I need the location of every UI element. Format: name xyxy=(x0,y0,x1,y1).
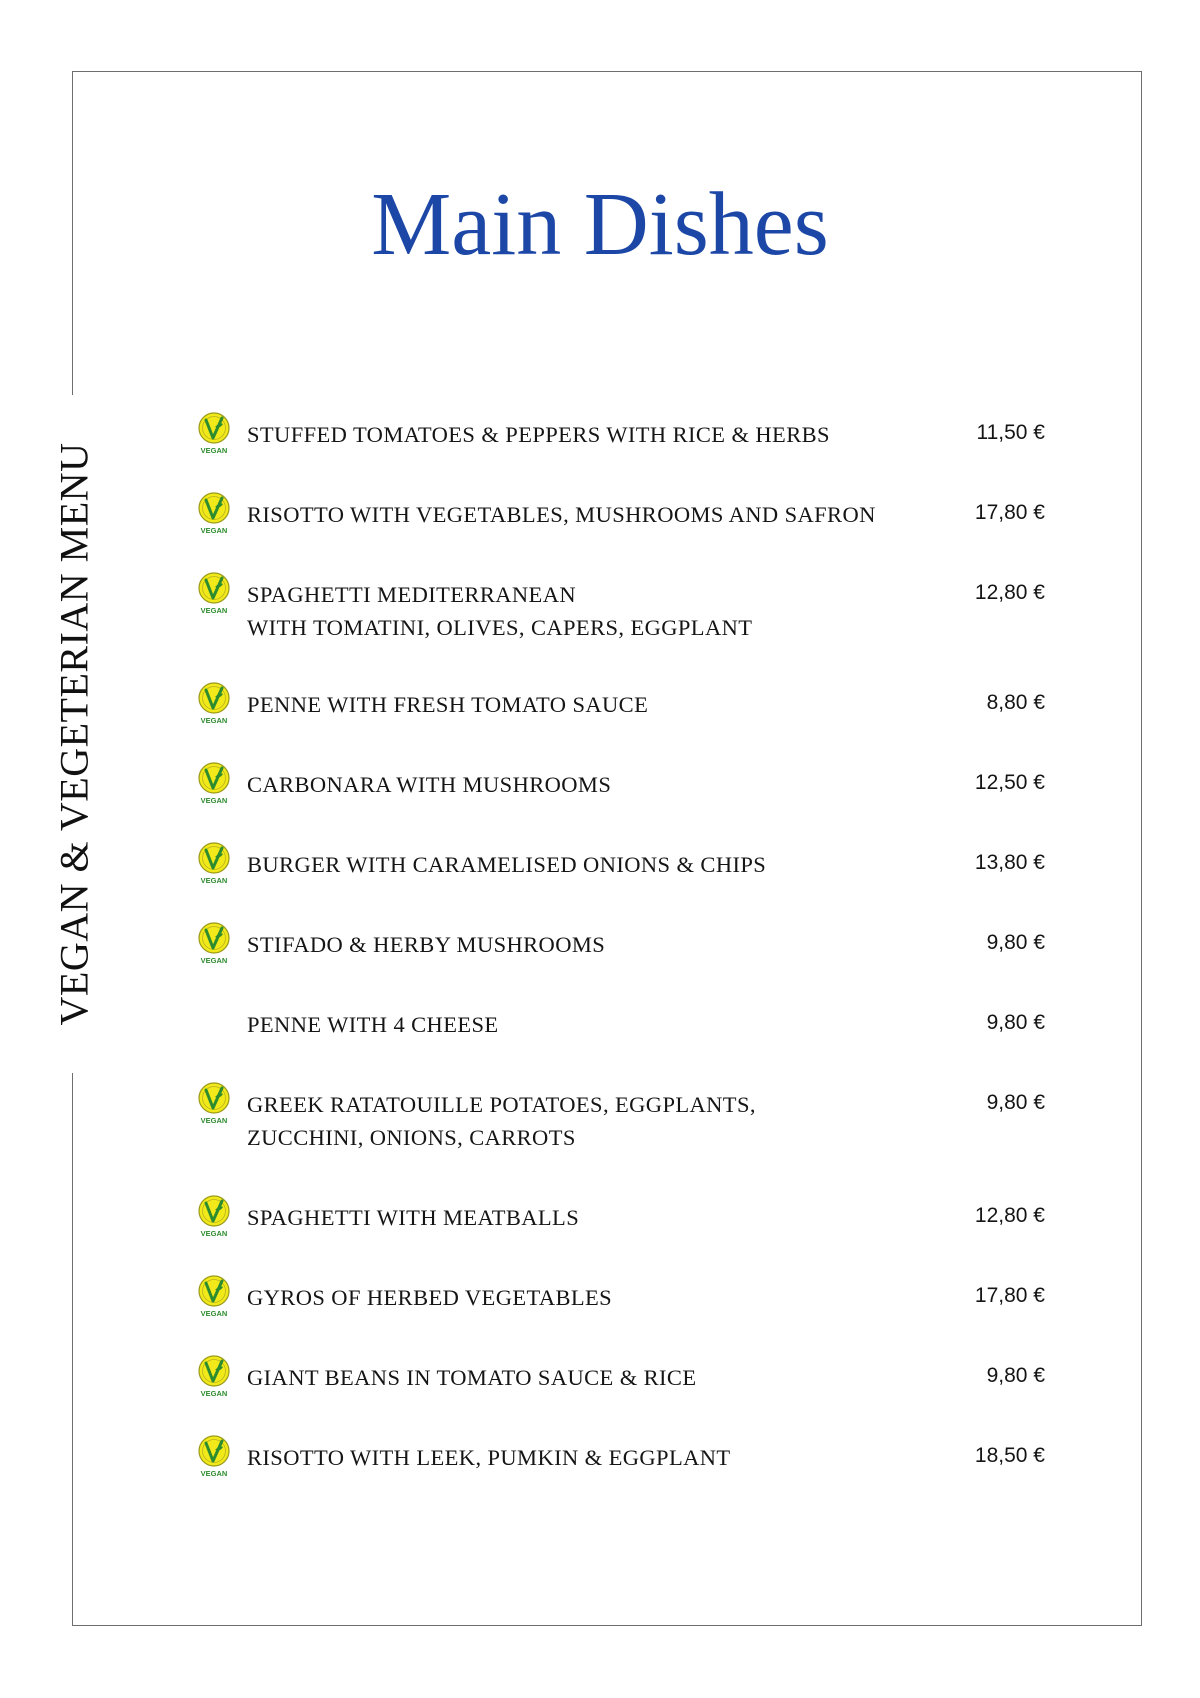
dish-name xyxy=(247,418,887,451)
svg-text:VEGAN: VEGAN xyxy=(200,956,228,965)
svg-text:VEGAN: VEGAN xyxy=(200,1229,228,1238)
dish-price: 17,80 € xyxy=(974,501,1045,524)
vegan-badge-icon xyxy=(195,1435,233,1479)
svg-text:VEGAN: VEGAN xyxy=(200,716,228,725)
svg-text:VEGAN: VEGAN xyxy=(200,606,228,615)
dish-name-line: BURGER WITH CARAMELISED ONIONS & CHIPS xyxy=(247,852,767,877)
dish-price: 12,80 € xyxy=(974,581,1045,604)
dish-name-line: WITH TOMATINI, OLIVES, CAPERS, EGGPLANT xyxy=(247,615,753,640)
dish-name-line: STIFADO & HERBY MUSHROOMS xyxy=(247,932,606,957)
vegan-badge-icon xyxy=(195,572,233,616)
dish-name xyxy=(247,578,887,644)
dish-price: 17,80 € xyxy=(974,1284,1045,1307)
dish-name-line: CARBONARA WITH MUSHROOMS xyxy=(247,772,612,797)
svg-text:VEGAN: VEGAN xyxy=(200,1309,228,1318)
dish-price: 12,50 € xyxy=(974,771,1045,794)
dish-name xyxy=(247,1441,887,1474)
dish-name xyxy=(247,1088,887,1154)
svg-text:VEGAN: VEGAN xyxy=(200,876,228,885)
vegan-badge-icon xyxy=(195,1275,233,1319)
dish-price: 18,50 € xyxy=(974,1444,1045,1467)
vegan-badge-icon xyxy=(195,412,233,456)
dish-name-line: STUFFED TOMATOES & PEPPERS WITH RICE & HERBS xyxy=(247,422,830,447)
dish-name-line: PENNE WITH 4 CHEESE xyxy=(247,1012,499,1037)
dish-price: 9,80 € xyxy=(986,931,1045,954)
menu-category-label: VEGAN & VEGETERIAN MENU xyxy=(51,442,97,1026)
vegan-badge-icon xyxy=(195,682,233,726)
dish-name xyxy=(247,848,887,881)
vegan-badge-icon xyxy=(195,1355,233,1399)
dish-name-line: RISOTTO WITH VEGETABLES, MUSHROOMS AND SAFRON xyxy=(247,502,876,527)
dish-price: 12,80 € xyxy=(974,1204,1045,1227)
page-title: Main Dishes xyxy=(371,175,829,274)
dish-price: 13,80 € xyxy=(974,851,1045,874)
dish-name-line: ZUCCHINI, ONIONS, CARROTS xyxy=(247,1125,576,1150)
dish-name-line: GYROS OF HERBED VEGETABLES xyxy=(247,1285,613,1310)
vegan-badge-icon xyxy=(195,1082,233,1126)
dish-name-line: GREEK RATATOUILLE POTATOES, EGGPLANTS, xyxy=(247,1092,756,1117)
dish-price: 9,80 € xyxy=(986,1091,1045,1114)
svg-text:VEGAN: VEGAN xyxy=(200,1389,228,1398)
vegan-badge-icon xyxy=(195,922,233,966)
dish-name-line: SPAGHETTI MEDITERRANEAN xyxy=(247,582,576,607)
dish-price: 9,80 € xyxy=(986,1364,1045,1387)
dish-name xyxy=(247,688,887,721)
vegan-badge-icon xyxy=(195,1195,233,1239)
dish-name xyxy=(247,498,887,531)
dish-name-line: RISOTTO WITH LEEK, PUMKIN & EGGPLANT xyxy=(247,1445,731,1470)
dish-name-line: PENNE WITH FRESH TOMATO SAUCE xyxy=(247,692,649,717)
svg-text:VEGAN: VEGAN xyxy=(200,1469,228,1478)
dish-price: 11,50 € xyxy=(976,421,1045,444)
svg-text:VEGAN: VEGAN xyxy=(200,796,228,805)
dish-price: 8,80 € xyxy=(986,691,1045,714)
dish-name-line: SPAGHETTI WITH MEATBALLS xyxy=(247,1205,580,1230)
vegan-badge-icon xyxy=(195,842,233,886)
dish-price: 9,80 € xyxy=(986,1011,1045,1034)
svg-text:VEGAN: VEGAN xyxy=(200,1116,228,1125)
dish-name-line: GIANT BEANS IN TOMATO SAUCE & RICE xyxy=(247,1365,697,1390)
vegan-badge-icon xyxy=(195,762,233,806)
dish-name xyxy=(247,1361,887,1394)
dish-name xyxy=(247,768,887,801)
vegan-badge-icon xyxy=(195,492,233,536)
dish-name xyxy=(247,1008,887,1041)
dish-name xyxy=(247,928,887,961)
svg-text:VEGAN: VEGAN xyxy=(200,526,228,535)
dish-name xyxy=(247,1201,887,1234)
svg-text:VEGAN: VEGAN xyxy=(200,446,228,455)
dish-name xyxy=(247,1281,887,1314)
